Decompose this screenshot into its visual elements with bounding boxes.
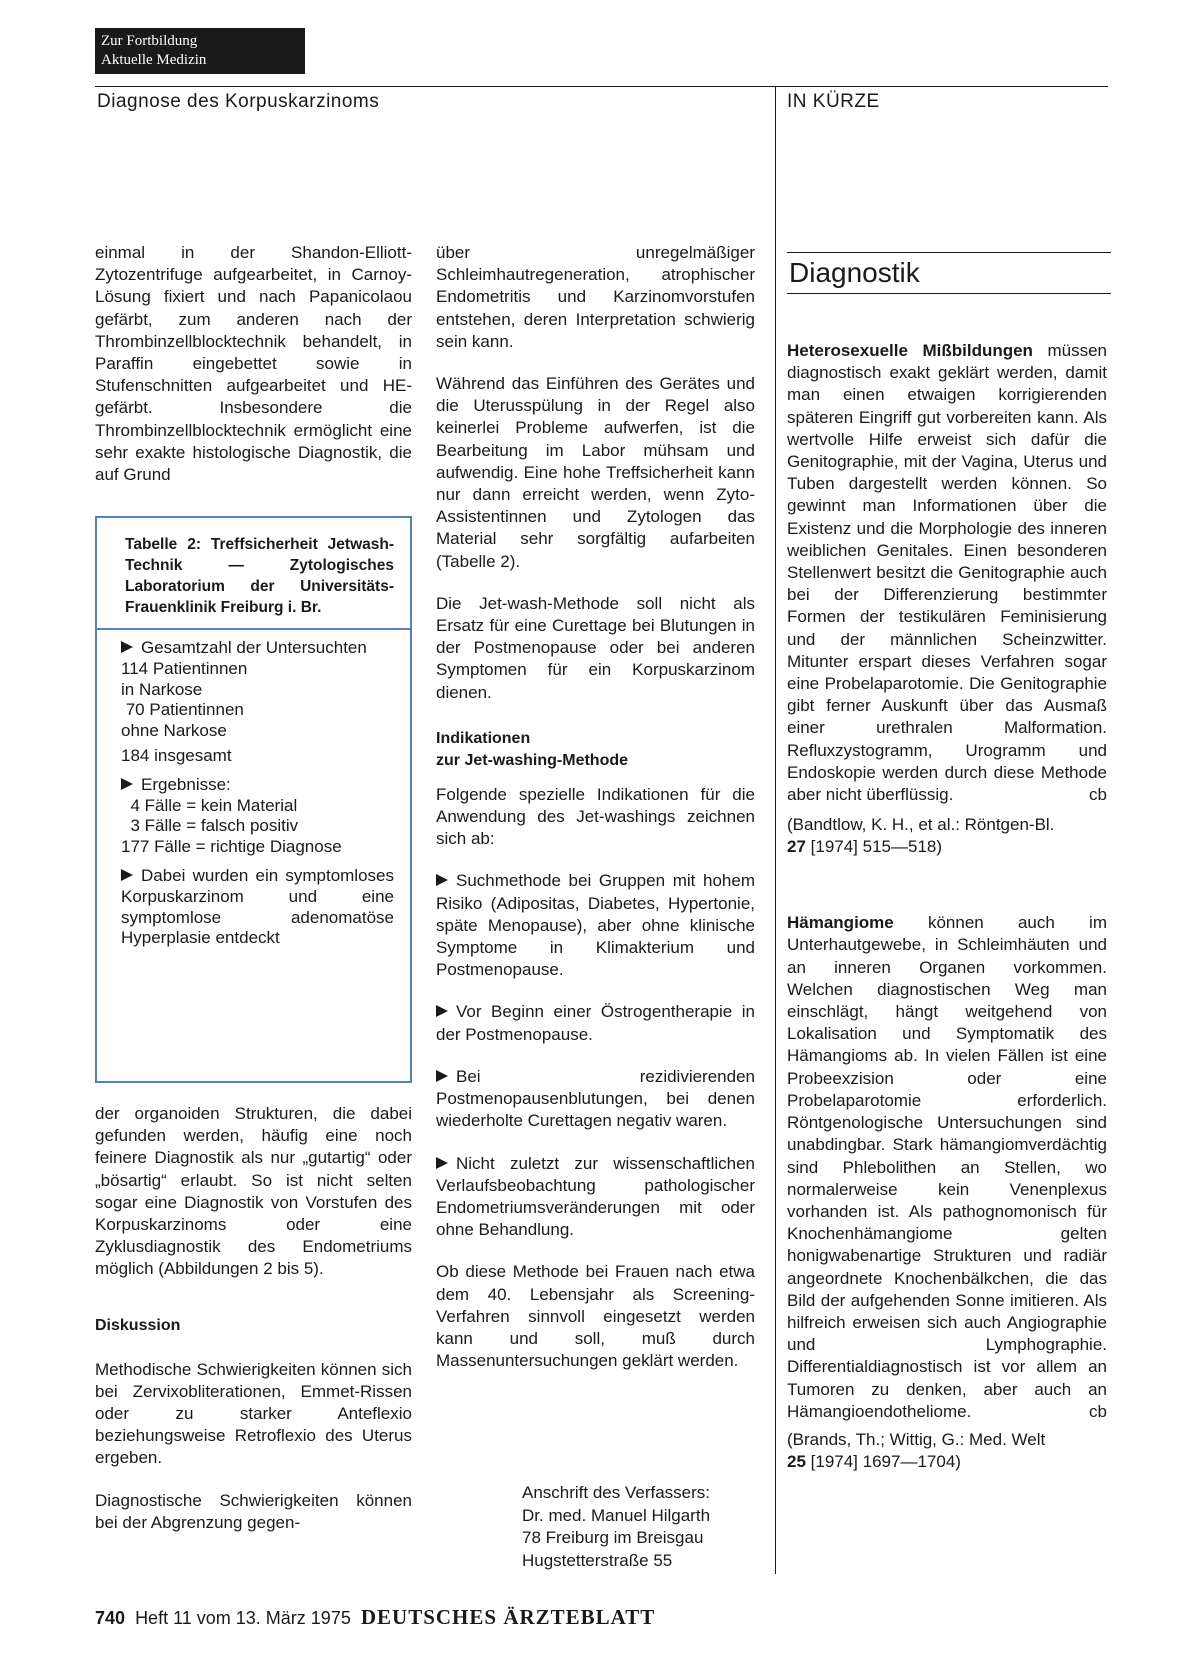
column-2 <box>436 242 755 1372</box>
list-item: Vor Beginn einer Östrogentherapie in der Postmenopause. <box>436 1002 755 1044</box>
section-label: IN KÜRZE <box>787 91 880 112</box>
article-lead: Hämangiome <box>787 913 894 933</box>
column-1-top <box>95 242 412 486</box>
badge-line-2: Aktuelle Medizin <box>101 52 207 68</box>
bullet-triangle-icon <box>436 874 448 886</box>
table-row: 177 Fälle = richtige Diagnose <box>121 837 342 857</box>
author-initials: cb <box>1089 1401 1107 1421</box>
header-rule <box>95 86 1108 87</box>
list-item: Suchmethode bei Gruppen mit hohem Risiko (Adipositas, Diabetes, Hypertonie, späte Menopause), aber ohne klinische Symptome in Klimakterium und Postmenopause. <box>436 871 755 980</box>
table-row: 4 Fälle = kein Material <box>121 795 298 815</box>
table-item-title: Ergebnisse: <box>141 774 231 794</box>
paragraph: der organoiden Strukturen, die dabei gefunden werden, häufig eine noch feinere Diagnostik als nur „gutartig“ oder „bösartig“ erlaubt. So ist nicht selten sogar eine Diagnostik von Vorstufen des Korpuskarzinoms oder eine Zyklusdiagnostik des Endometriums möglich (Abbildungen 2 bis 5). <box>95 1104 412 1279</box>
table-row: in Narkose <box>121 679 203 699</box>
paragraph: Während das Einführen des Gerätes und die Uterusspülung in der Regel also keinerlei Probleme aufwerfen, ist die Bearbeitung im Labor mühsam und aufwendig. Eine hohe Treffsicherheit kann nur dann erreicht werden, wenn Zyto-Assistentinnen und Zytologen das Material sehr sorgfältig aufarbeiten (Tabelle 2). <box>436 374 755 571</box>
article-text: müssen diagnostisch exakt geklärt werden, damit man einen etwaigen korrigierenden späteren Eingriff gut vorbereiten kann. Als wertvolle Hilfe erweist sich dafür die Genitographie, mit der Vagina, Uterus und Tuben dargestellt werden können. So gewinnt man Informationen über die Existenz und die Morphologie des inneren weiblichen Genitales. Einen besonderen Stellenwert besitzt die Genitographie auch bei der Differenzierung bestimmter Formen der testikulären Feminisierung und der männlichen Scheinzwitter. Mitunter erspart dieses Verfahren sogar eine Probelaparotomie. Die Genitographie gibt ferner Auskunft über das Ausmaß einer urethralen Malformation. Refluxzystogramm, Urogramm und Endoskopie werden durch diese Methode aber nicht überflüssig. <box>787 341 1107 805</box>
table-2-box <box>95 516 412 1083</box>
paragraph: Ob diese Methode bei Frauen nach etwa dem 40. Lebensjahr als Screening-Verfahren sinnvoll eingesetzt werden kann und soll, muß durch Massenuntersuchungen geklärt werden. <box>436 1262 755 1371</box>
paragraph: über unregelmäßiger Schleimhautregeneration, atrophischer Endometritis und Karzinomvorstufen entstehen, deren Interpretation schwierig sein kann. <box>436 243 755 351</box>
bullet-triangle-icon <box>436 1005 448 1017</box>
table-item-title: Gesamtzahl der Untersuchten <box>141 638 367 657</box>
paragraph: Folgende spezielle Indikationen für die Anwendung des Jet-washings zeichnen sich ab: <box>436 784 755 849</box>
badge-line-1: Zur Fortbildung <box>101 33 198 49</box>
journal-name: DEUTSCHES ÄRZTEBLATT <box>360 1605 656 1629</box>
running-title: Diagnose des Korpuskarzinoms <box>97 91 380 112</box>
reference-line: [1974] 515—518) <box>805 837 943 857</box>
table-row: ohne Narkose <box>121 721 227 741</box>
issue-info: Heft 11 vom 13. März 1975 <box>135 1608 351 1628</box>
page-number: 740 <box>95 1608 126 1628</box>
table-row: 70 Patientinnen <box>121 700 244 720</box>
section-heading: zur Jet-washing-Methode <box>436 751 629 769</box>
article-reference <box>787 814 1107 858</box>
column-1-bottom <box>95 1103 412 1534</box>
address-line: Hugstetterstraße 55 <box>522 1550 673 1570</box>
article-text: können auch im Unterhautgewebe, in Schleimhäuten und an inneren Organen vorkommen. Welchen diagnostischen Weg man einschlägt, hängt weitgehend von Lokalisation und Symptomatik des Hämangioms ab. In vielen Fällen ist eine Probeexzision oder eine Probelaparotomie erforderlich. Röntgenologische Untersuchungen sind unabdingbar. Stark hämangiomverdächtig sind Phlebolithen an Stellen, wo normalerweise kein Venenplexus vorhanden ist. Als pathognomonisch für Knochenhämangiome gelten honigwabenartige Strukturen und radiär angeordnete Knochenbälkchen, die das Bild der aufgehenden Sonne imitieren. Als hilfreich erweisen sich auch Angiographie und Lymphographie. Differentialdiagnostisch ist vor allem an Tumoren zu denken, aber auch an Hämangioendotheliome. <box>787 913 1107 1421</box>
paragraph: Die Jet-wash-Methode soll nicht als Ersatz für eine Curettage bei Blutungen in der Postmenopause oder bei anderen Symptomen für ein Korpuskarzinom dienen. <box>436 593 755 702</box>
list-item: Nicht zuletzt zur wissenschaftlichen Verlaufsbeobachtung pathologischer Endometriumsveränderungen mit oder ohne Behandlung. <box>436 1153 755 1240</box>
section-badge <box>95 28 305 74</box>
reference-line: [1974] 1697—1704) <box>805 1451 961 1471</box>
bullet-triangle-icon <box>121 641 133 653</box>
reference-volume: 27 <box>787 837 806 857</box>
paragraph: Methodische Schwierigkeiten können sich bei Zervixobliterationen, Emmet-Rissen oder zu starker Anteflexio beziehungsweise Retroflexio des Uterus ergeben. <box>95 1359 412 1468</box>
page-footer <box>95 1605 655 1630</box>
section-heading: Indikationen <box>436 729 531 747</box>
address-line: 78 Freiburg im Breisgau <box>522 1528 704 1547</box>
bullet-triangle-icon <box>121 869 133 881</box>
author-initials: cb <box>1089 785 1107 805</box>
reference-line: (Brands, Th.; Wittig, G.: Med. Welt <box>787 1429 1046 1449</box>
article-1 <box>787 340 1107 806</box>
table-item-text: Dabei wurden ein symptomloses Korpuskarzinom und eine symptomlose adenomatöse Hyperplasie entdeckt <box>121 865 394 948</box>
paragraph: Diagnostische Schwierigkeiten können bei der Abgrenzung gegen- <box>95 1490 412 1532</box>
article-2 <box>787 912 1107 1423</box>
bullet-triangle-icon <box>121 778 133 790</box>
list-item: Bei rezidivierenden Postmenopausenblutungen, bei denen wiederholte Curettagen negativ waren. <box>436 1066 755 1131</box>
bullet-triangle-icon <box>436 1157 448 1169</box>
bullet-triangle-icon <box>436 1070 448 1082</box>
reference-line: (Bandtlow, K. H., et al.: Röntgen-Bl. <box>787 815 1055 835</box>
table-row: 3 Fälle = falsch positiv <box>121 816 299 836</box>
column-3-title: Diagnostik <box>787 252 1111 294</box>
table-body <box>97 630 410 949</box>
table-row: 184 insgesamt <box>121 745 232 765</box>
section-heading: Diskussion <box>95 1316 181 1334</box>
paragraph: einmal in der Shandon-Elliott-Zytozentrifuge aufgearbeitet, in Carnoy-Lösung fixiert und nach Papanicolaou gefärbt, zum anderen nach der Thrombinzellblocktechnik behandelt, in Paraffin eingebettet sowie in Stufenschnitten aufgearbeitet und HE-gefärbt. Insbesondere die Thrombinzellblocktechnik ermöglicht eine sehr exakte histologische Diagnostik, die auf Grund <box>95 243 412 485</box>
author-address <box>522 1482 762 1572</box>
address-line: Anschrift des Verfassers: <box>522 1483 711 1502</box>
reference-volume: 25 <box>787 1451 806 1471</box>
column-3 <box>787 340 1107 1473</box>
address-line: Dr. med. Manuel Hilgarth <box>522 1505 711 1525</box>
article-reference <box>787 1429 1107 1473</box>
table-row: 114 Patientinnen <box>121 658 248 678</box>
article-lead: Heterosexuelle Mißbildungen <box>787 341 1033 360</box>
column-divider <box>775 86 776 1574</box>
table-caption: Tabelle 2: Treffsicherheit Jetwash-Technik — Zytologisches Laboratorium der Universitäts-Frauenklinik Freiburg i. Br. <box>125 536 394 616</box>
